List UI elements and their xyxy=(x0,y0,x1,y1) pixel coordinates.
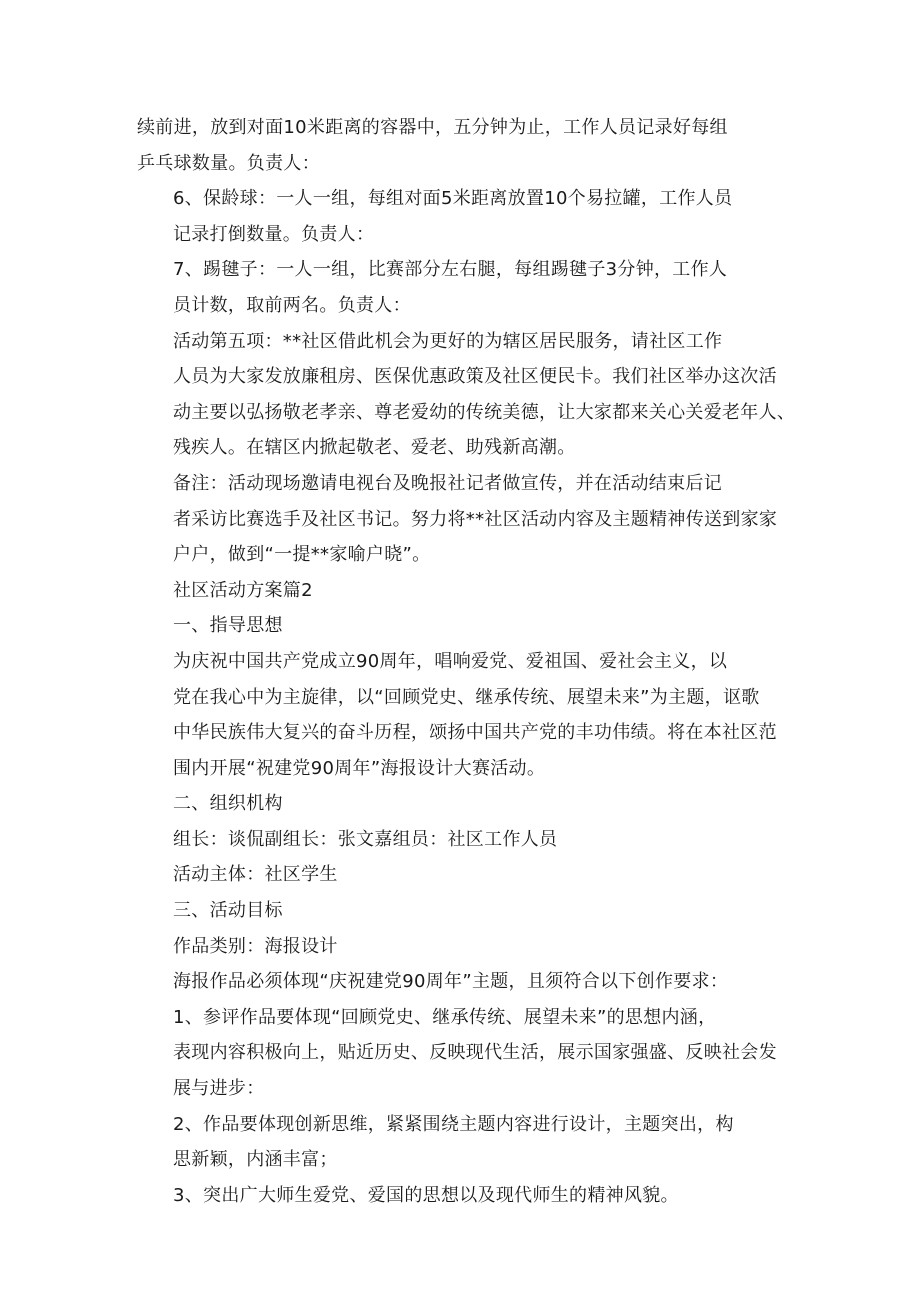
heading-guiding-ideology xyxy=(137,608,797,644)
text-line: 活动第五项：**社区借此机会为更好的为辖区居民服务，请社区工作 xyxy=(173,330,723,352)
text-line: 6、保龄球：一人一组，每组对面5米距离放置10个易拉罐，工作人员 xyxy=(173,188,733,210)
heading-plan-2 xyxy=(137,573,797,609)
paragraph-activity-subject xyxy=(137,857,797,893)
paragraph-organization-members xyxy=(137,822,797,858)
text-line: 乒乓球数量。负责人： xyxy=(137,152,320,174)
paragraph-poster-requirements xyxy=(137,964,797,1000)
document-body xyxy=(137,110,797,1213)
text-line: 党在我心中为主旋律，以“回顾党史、继承传统、展望未来”为主题，讴歌 xyxy=(173,686,760,708)
text-line: 残疾人。在辖区内掀起敬老、爱老、助残新高潮。 xyxy=(173,437,576,459)
text-line: 一、指导思想 xyxy=(173,615,283,637)
text-line: 表现内容积极向上，贴近历史、反映现代生活，展示国家强盛、反映社会发 xyxy=(173,1042,777,1064)
text-line: 二、组织机构 xyxy=(173,793,283,815)
text-line: 员计数，取前两名。负责人： xyxy=(173,294,411,316)
paragraph-shuttlecock xyxy=(137,252,797,323)
text-line: 户户，做到“一提**家喻户晓”。 xyxy=(173,544,431,566)
text-line: 三、活动目标 xyxy=(173,900,283,922)
paragraph-remarks xyxy=(137,466,797,573)
text-line: 续前进，放到对面10米距离的容器中，五分钟为止，工作人员记录好每组 xyxy=(137,117,728,138)
text-line: 7、踢毽子：一人一组，比赛部分左右腿，每组踢毽子3分钟，工作人 xyxy=(173,259,728,281)
text-line: 围内开展“祝建党90周年”海报设计大赛活动。 xyxy=(173,757,546,779)
text-line: 记录打倒数量。负责人： xyxy=(173,223,375,245)
text-line: 者采访比赛选手及社区书记。努力将**社区活动内容及主题精神传送到家家 xyxy=(173,508,778,530)
text-line: 2、作品要体现创新思维，紧紧围绕主题内容进行设计，主题突出，构 xyxy=(173,1113,734,1135)
text-line: 备注：活动现场邀请电视台及晚报社记者做宣传，并在活动结束后记 xyxy=(173,472,722,494)
text-line: 社区活动方案篇2 xyxy=(173,579,313,601)
text-line: 海报作品必须体现“庆祝建党90周年”主题，且须符合以下创作要求： xyxy=(173,971,729,993)
text-line: 展与进步： xyxy=(173,1078,265,1100)
paragraph-continued-pingpong xyxy=(137,110,797,181)
text-line: 3、突出广大师生爱党、爱国的思想以及现代师生的精神风貌。 xyxy=(173,1184,679,1206)
paragraph-requirement-3 xyxy=(137,1178,797,1214)
heading-activity-goals xyxy=(137,893,797,929)
text-line: 作品类别：海报设计 xyxy=(173,935,338,957)
paragraph-bowling xyxy=(137,181,797,252)
paragraph-requirement-2 xyxy=(137,1107,797,1178)
paragraph-guiding-ideology xyxy=(137,644,797,786)
text-line: 人员为大家发放廉租房、医保优惠政策及社区便民卡。我们社区举办这次活 xyxy=(173,366,777,388)
text-line: 活动主体：社区学生 xyxy=(173,864,338,886)
text-line: 动主要以弘扬敬老孝亲、尊老爱幼的传统美德，让大家都来关心关爱老年人、 xyxy=(173,401,796,423)
text-line: 1、参评作品要体现“回顾党史、继承传统、展望未来”的思想内涵， xyxy=(173,1006,717,1028)
paragraph-activity-five xyxy=(137,324,797,466)
text-line: 组长：谈侃副组长：张文嘉组员：社区工作人员 xyxy=(173,828,558,850)
text-line: 中华民族伟大复兴的奋斗历程，颂扬中国共产党的丰功伟绩。将在本社区范 xyxy=(173,722,777,744)
paragraph-requirement-1 xyxy=(137,1000,797,1107)
text-line: 思新颖，内涵丰富； xyxy=(173,1149,338,1171)
paragraph-work-category xyxy=(137,929,797,965)
text-line: 为庆祝中国共产党成立90周年，唱响爱党、爱祖国、爱社会主义，以 xyxy=(173,650,728,672)
heading-organization xyxy=(137,786,797,822)
